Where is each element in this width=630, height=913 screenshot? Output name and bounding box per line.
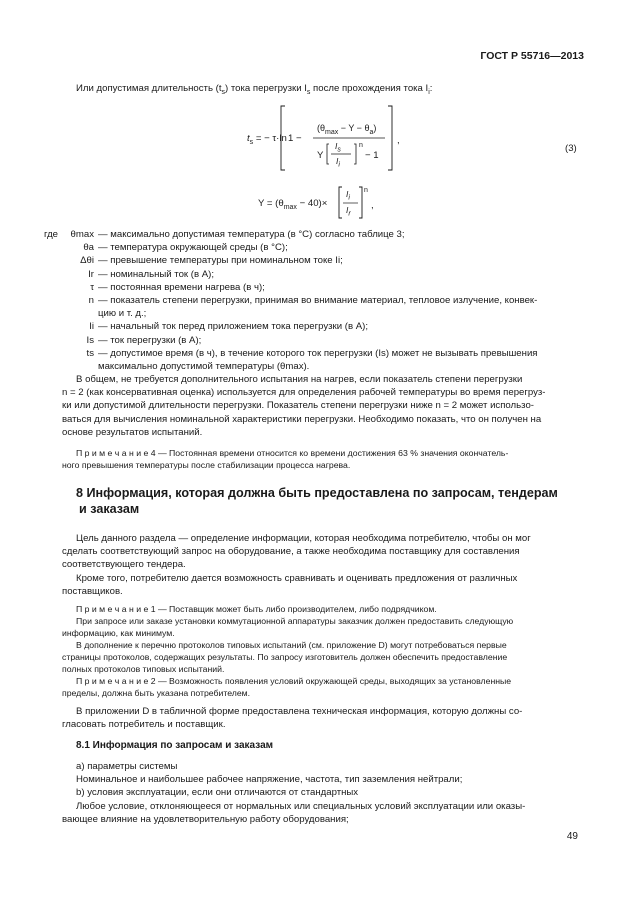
- section-8-title: [76, 485, 588, 517]
- text-line: Цель данного раздела — определение информации, которая необходима потребителю, чтобы он мог: [76, 533, 531, 544]
- intro-text-4: :: [429, 83, 433, 94]
- def-symbol: Δθi: [80, 255, 94, 267]
- formula-y: [258, 184, 388, 224]
- list-item: вающее влияние на удовлетворительную работу оборудования;: [62, 813, 349, 825]
- list-item: a) параметры системы: [76, 761, 178, 772]
- paragraph-overload: [62, 373, 584, 439]
- text-line: поставщиков.: [62, 586, 123, 598]
- definition-row: [62, 294, 584, 307]
- text-line: ваться для вычисления номинальной характеристики перегрузки. Необходимо показать, что он получен на: [62, 413, 542, 425]
- list-item: b) условия эксплуатации, если они отличаются от стандартных: [76, 787, 359, 799]
- def-text: — ток перегрузки (в А);: [98, 334, 202, 346]
- note-4-label: П р и м е ч а н и е 4: [76, 448, 156, 458]
- paragraph-annex-d: [62, 705, 584, 731]
- text-line: сделать соответствующий запрос на оборудование, а также необходима поставщику для составления: [62, 546, 520, 558]
- def-symbol: Is: [86, 334, 94, 346]
- text-line: ки или допустимой длительности перегрузки. Показатель степени перегрузки ниже n = 2 может использо-: [62, 400, 534, 412]
- formula-3-den-y: Y: [317, 150, 324, 161]
- definition-row: [62, 228, 584, 241]
- list-item: Номинальное и наибольшее рабочее напряжение, частота, тип заземления нейтрали;: [76, 774, 463, 786]
- intro-sub-i: i: [428, 88, 430, 96]
- note-1-line: [62, 603, 584, 615]
- def-text: — номинальный ток (в А);: [98, 268, 214, 280]
- note-4-text: — Постоянная времени относится ко времени достижения 63 % значения окончатель-: [155, 448, 509, 458]
- page-number: 49: [566, 831, 578, 842]
- note-1: [62, 603, 584, 699]
- definitions-rows: [62, 228, 584, 373]
- note-4-line-2: ного превышения температуры после стабилизации процесса нагрева.: [62, 460, 351, 470]
- intro-text-1: Или допустимая длительность (t: [76, 83, 222, 94]
- intro-text-3: после прохождения тока I: [310, 83, 429, 94]
- section-8-title-line-1: 8 Информация, которая должна быть предоставлена по запросам, тендерам: [76, 486, 558, 500]
- formula-y-comma: ,: [371, 200, 374, 211]
- definition-row: [62, 334, 584, 347]
- def-text: — постоянная времени нагрева (в ч);: [98, 281, 265, 293]
- formula-3-comma: ,: [397, 135, 400, 146]
- standard-header: ГОСТ Р 55716—2013: [480, 50, 584, 62]
- definition-row: [62, 347, 584, 360]
- definition-row: [62, 320, 584, 333]
- formula-3-numerator: $(\theta_{max} - Y - \theta_a)$: [317, 123, 377, 136]
- def-text: — допустимое время (в ч), в течение которого ток перегрузки (Is) может не вызывать превышения: [98, 347, 538, 359]
- equation-number: (3): [565, 143, 577, 154]
- note-line: информацию, как минимум.: [62, 628, 175, 638]
- note-2-line-2: пределы, должна быть указана потребителем.: [62, 688, 251, 698]
- definition-row: [62, 281, 584, 294]
- def-text: — максимально допустимая температура (в °C) согласно таблице 3;: [98, 229, 405, 240]
- paragraph-compare: [62, 572, 584, 598]
- definition-row: [62, 241, 584, 254]
- text-line: Кроме того, потребителю дается возможность сравнивать и оценивать предложения от различных: [76, 573, 518, 584]
- paragraph-purpose: [62, 532, 584, 572]
- formula-3-den-n: n: [359, 142, 363, 149]
- section-8-1-title: 8.1 Информация по запросам и заказам: [76, 740, 274, 751]
- definition-row: [62, 360, 584, 373]
- def-text: — показатель степени перегрузки, принимая во внимание материал, тепловое излучение, конвек-: [98, 295, 538, 307]
- def-text: максимально допустимой температуры (θmax).: [98, 361, 310, 373]
- note-4: [62, 447, 584, 471]
- formula-3: [247, 102, 407, 172]
- intro-sub-s: s: [221, 88, 225, 96]
- note-line: страницы протоколов, содержащих результаты. По запросу изготовитель должен обеспечить предоставление: [62, 652, 508, 662]
- def-symbol: Ii: [89, 321, 94, 333]
- definition-row: [62, 268, 584, 281]
- list-information: [62, 760, 584, 826]
- note-1-label: П р и м е ч а н и е 1: [76, 604, 156, 614]
- formula-y-ir: $I_r$: [346, 205, 351, 218]
- note-2-line: [62, 675, 584, 687]
- formula-3-den-minus1: − 1: [365, 150, 379, 161]
- formula-y-n: n: [364, 187, 368, 194]
- intro-sub-s2: s: [306, 88, 311, 96]
- list-item: Любое условие, отклоняющееся от нормальных или специальных условий эксплуатации или оказы-: [76, 800, 526, 812]
- formula-y-ii: $I_i$: [346, 189, 350, 202]
- definition-row: [62, 307, 584, 320]
- def-text: — температура окружающей среды (в °C);: [98, 242, 288, 254]
- text-line: В приложении D в табличной форме предоставлена техническая информация, которую должны со-: [76, 706, 523, 717]
- note-line: При запросе или заказе установки коммутационной аппаратуры заказчик должен предоставить следующую: [76, 616, 514, 626]
- intro-line: [76, 82, 598, 99]
- definition-row: [62, 254, 584, 267]
- def-text: — начальный ток перед приложением тока перегрузки (в А);: [98, 321, 368, 333]
- def-symbol: τ: [90, 281, 94, 293]
- def-symbol: ts: [86, 347, 94, 359]
- formula-3-lhs: $t_s$ = − τ·ln: [247, 133, 287, 146]
- formula-3-den-ii: $I_i$: [336, 156, 340, 169]
- def-symbol: θa: [83, 242, 94, 254]
- def-text: — превышение температуры при номинальном токе Ii;: [98, 255, 343, 267]
- def-symbol: Ir: [88, 268, 94, 280]
- formula-3-den-is: $I_s$: [335, 141, 341, 154]
- note-line: полных протоколов типовых испытаний.: [62, 664, 225, 674]
- note-line: В дополнение к перечню протоколов типовых испытаний (см. приложение D) могут потребоваться первые: [76, 640, 507, 650]
- note-2-label: П р и м е ч а н и е 2: [76, 676, 156, 686]
- text-line: соответствующего тендера.: [62, 559, 186, 571]
- section-8-title-line-2: и заказам: [79, 502, 140, 516]
- text-line: гласовать потребитель и поставщик.: [62, 719, 226, 731]
- def-symbol: θmax: [70, 229, 94, 240]
- text-line: n = 2 (как консервативная оценка) используется для определения рабочей температуры во время перегруз-: [62, 387, 546, 399]
- where-label: где: [44, 229, 59, 240]
- intro-text-2: ) тока перегрузки I: [224, 83, 307, 94]
- text-line: основе результатов испытаний.: [62, 426, 203, 438]
- def-symbol: [62, 307, 98, 320]
- formula-y-lhs: $Y = (\theta_{max} - 40)\times$: [258, 198, 328, 211]
- def-text: цию и т. д.;: [98, 308, 147, 320]
- text-line: В общем, не требуется дополнительного испытания на нагрев, если показатель степени перегрузки: [76, 374, 523, 385]
- def-symbol: [62, 360, 98, 373]
- formula-3-one-minus: 1 −: [288, 133, 302, 144]
- note-1-text: — Поставщик может быть либо производителем, либо подрядчиком.: [155, 604, 437, 614]
- note-2-text: — Возможность появления условий окружающей среды, выходящих за установленные: [155, 676, 512, 686]
- def-symbol: n: [88, 295, 94, 307]
- note-4-line-1: [62, 447, 584, 459]
- definitions-list: [44, 228, 584, 373]
